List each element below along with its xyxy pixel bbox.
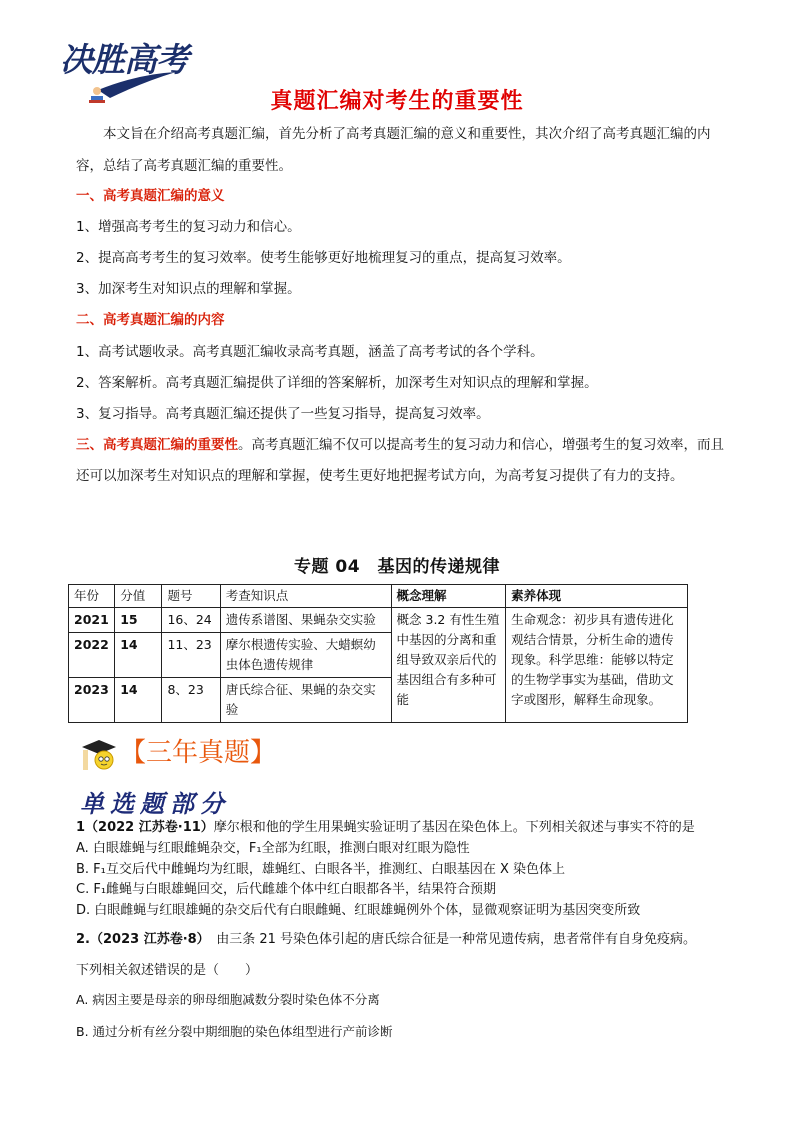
list-item: 1、高考试题收录。高考真题汇编收录高考真题，涵盖了高考考试的各个学科。: [76, 344, 544, 360]
section-heading-1: 一、高考真题汇编的意义: [76, 188, 225, 204]
table-header: 素养体现: [506, 585, 688, 608]
question-2-stem: [76, 928, 736, 947]
list-item: 3、复习指导。高考真题汇编还提供了一些复习指导，提高复习效率。: [76, 406, 490, 422]
table-cell-score: 15: [115, 608, 162, 633]
table-cell-topic: 摩尔根遗传实验、大蜡螟幼虫体色遗传规律: [220, 633, 391, 678]
question-2-option-b[interactable]: B. 通过分析有丝分裂中期细胞的染色体组型进行产前诊断: [76, 1024, 393, 1039]
table-cell-year: 2021: [69, 608, 115, 633]
table-header: 分值: [115, 585, 162, 608]
table-cell-nums: 11、23: [162, 633, 220, 678]
three-year-title: 【三年真题】: [120, 738, 277, 768]
section-3-text: 。高考真题汇编不仅可以提高考生的复习动力和信心，增强考生的复习效率，而且还可以加深考生对知识点的理解和掌握，使考生更好地把握考试方向，为高考复习提供了有力的支持。: [76, 437, 724, 484]
table-cell-score: 14: [115, 678, 162, 723]
table-cell-literacy: 生命观念：初步具有遗传进化观结合情景，分析生命的遗传现象。科学思维：能够以特定的生物学事实为基础，借助文字或图形，解释生命现象。: [506, 608, 688, 723]
table-header-row: [69, 585, 688, 608]
question-1-option-d[interactable]: D. 白眼雌蝇与红眼雄蝇的杂交后代有白眼雌蝇、红眼雄蝇例外个体，显微观察证明为基因突变所致: [76, 903, 641, 918]
question-number: 2.: [76, 932, 90, 947]
section-heading-3: 三、高考真题汇编的重要性: [76, 437, 238, 453]
question-number: 1: [76, 820, 86, 835]
question-source: （2022 江苏卷·11）: [85, 820, 214, 835]
section-3-paragraph: [76, 430, 728, 492]
single-choice-heading: 单选题部分: [80, 789, 230, 818]
question-2-prompt: 下列相关叙述错误的是（ ）: [76, 963, 259, 978]
question-text: 摩尔根和他的学生用果蝇实验证明了基因在染色体上。下列相关叙述与事实不符的是: [213, 820, 695, 835]
table-header: 年份: [69, 585, 115, 608]
table-header: 概念理解: [391, 585, 506, 608]
question-1-option-a[interactable]: A. 白眼雄蝇与红眼雌蝇杂交，F₁全部为红眼，推测白眼对红眼为隐性: [76, 841, 470, 856]
intro-paragraph: 本文旨在介绍高考真题汇编，首先分析了高考真题汇编的意义和重要性，其次介绍了高考真题汇编的内容，总结了高考真题汇编的重要性。: [76, 126, 711, 174]
table-cell-year: 2022: [69, 633, 115, 678]
list-item: 3、加深考生对知识点的理解和掌握。: [76, 281, 301, 297]
table-row: [69, 608, 688, 633]
table-cell-score: 14: [115, 633, 162, 678]
exam-table: [68, 584, 688, 723]
scholar-icon: [80, 736, 118, 774]
section-heading-2: 二、高考真题汇编的内容: [76, 312, 225, 328]
table-header: 题号: [162, 585, 220, 608]
table-cell-nums: 8、23: [162, 678, 220, 723]
subject-title: 专题 04 基因的传递规律: [293, 557, 501, 577]
question-2-option-a[interactable]: A. 病因主要是母亲的卵母细胞减数分裂时染色体不分离: [76, 992, 380, 1007]
list-item: 2、答案解析。高考真题汇编提供了详细的答案解析，加深考生对知识点的理解和掌握。: [76, 375, 598, 391]
list-item: 2、提高高考考生的复习效率。使考生能够更好地梳理复习的重点，提高复习效率。: [76, 250, 571, 266]
question-text: 由三条 21 号染色体引起的唐氏综合征是一种常见遗传病，患者常伴有自身免疫病。: [203, 932, 696, 947]
question-1-option-c[interactable]: C. F₁雌蝇与白眼雄蝇回交，后代雌雄个体中红白眼都各半，结果符合预期: [76, 882, 497, 897]
table-cell-concept: 概念 3.2 有性生殖中基因的分离和重组导致双亲后代的基因组合有多种可能: [391, 608, 506, 723]
table-cell-year: 2023: [69, 678, 115, 723]
table-cell-nums: 16、24: [162, 608, 220, 633]
question-1-stem: [76, 818, 736, 839]
table-cell-topic: 唐氏综合征、果蝇的杂交实验: [220, 678, 391, 723]
table-header: 考查知识点: [220, 585, 391, 608]
list-item: 1、增强高考考生的复习动力和信心。: [76, 219, 301, 235]
page-title: 真题汇编对考生的重要性: [270, 89, 524, 114]
logo-text: 决胜高考: [60, 40, 188, 79]
question-1-option-b[interactable]: B. F₁互交后代中雌蝇均为红眼，雄蝇红、白眼各半，推测红、白眼基因在 X 染色体上: [76, 862, 566, 877]
table-cell-topic: 遗传系谱图、果蝇杂交实验: [220, 608, 391, 633]
question-source: （2023 江苏卷·8）: [89, 932, 204, 947]
